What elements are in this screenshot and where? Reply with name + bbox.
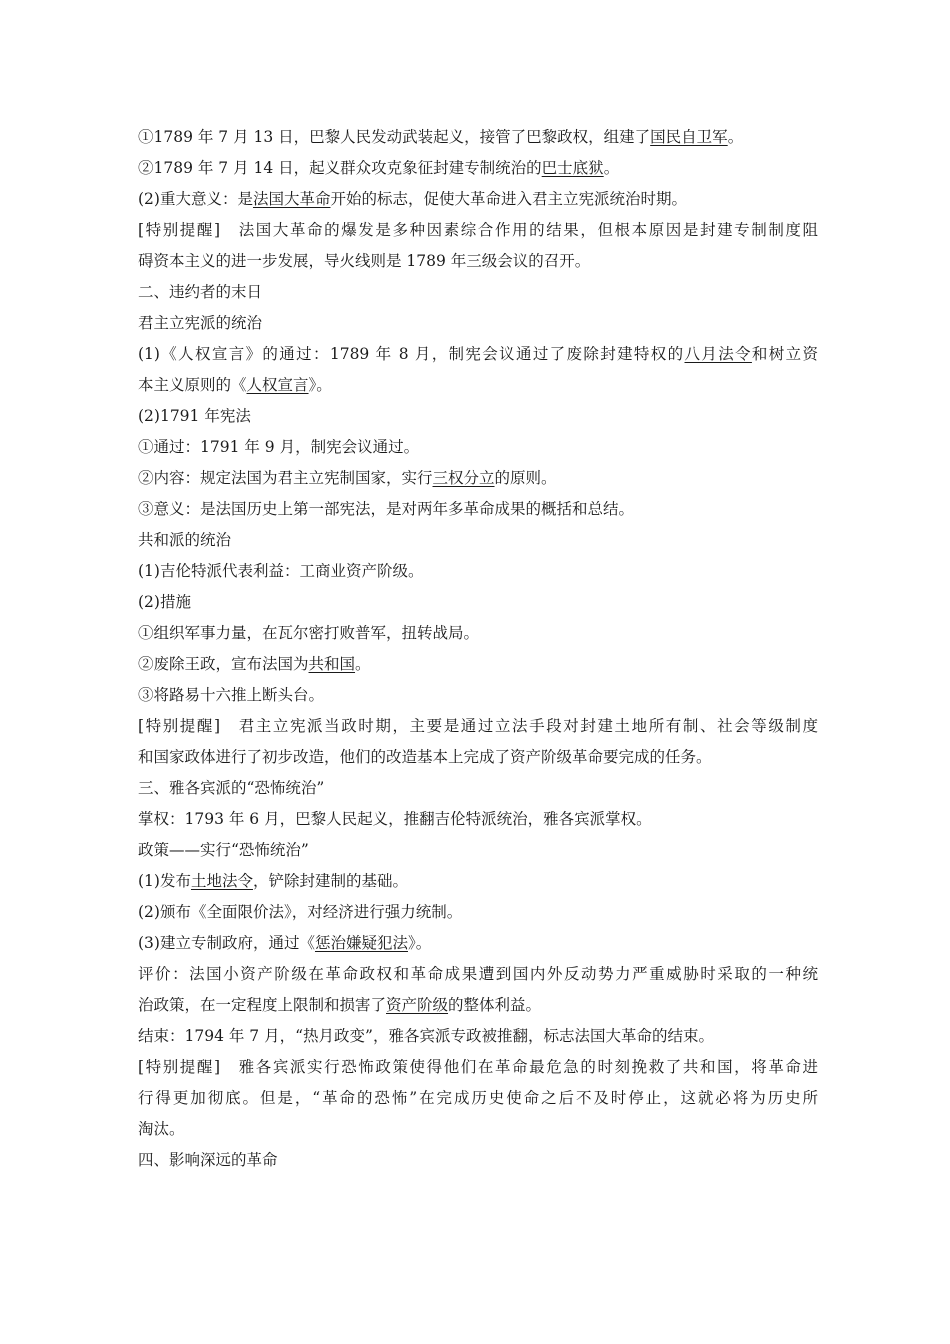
text-segment: 掌权：1793 年 6 月，巴黎人民起义，推翻吉伦特派统治，雅各宾派掌权。: [138, 810, 652, 828]
text-line: [138, 308, 818, 339]
text-line: [138, 525, 818, 556]
text-segment: 和国家政体进行了初步改造，他们的改造基本上完成了资产阶级革命要完成的任务。: [138, 748, 712, 766]
text-line: [138, 432, 818, 463]
text-line: [138, 897, 818, 928]
text-line: [138, 711, 818, 742]
text-line: [138, 742, 818, 773]
text-line: [138, 773, 818, 804]
text-segment: 和树立资: [751, 345, 818, 363]
text-line: [138, 370, 818, 401]
text-line: [138, 556, 818, 587]
text-segment: (2)颁布《全面限价法》，对经济进行强力统制。: [138, 903, 463, 921]
text-segment: ①1789 年 7 月 13 日，巴黎人民发动武装起义，接管了巴黎政权，组建了: [138, 128, 651, 146]
text-line: [138, 1114, 818, 1145]
text-segment: (2)重大意义：是: [138, 190, 253, 208]
text-segment: [特别提醒] 君主立宪派当政时期，主要是通过立法手段对封建土地所有制、社会等级制度: [138, 717, 818, 735]
text-line: [138, 928, 818, 959]
text-line: [138, 1021, 818, 1052]
text-segment: ①通过：1791 年 9 月，制宪会议通过。: [138, 438, 420, 456]
text-line: [138, 1052, 818, 1083]
text-segment: 》。: [308, 376, 332, 394]
text-segment: (1)发布: [138, 872, 191, 890]
text-segment: 》。: [407, 934, 432, 952]
text-segment: ②内容：规定法国为君主立宪制国家，实行: [138, 469, 433, 487]
text-segment: [特别提醒] 雅各宾派实行恐怖政策使得他们在革命最危急的时刻挽救了共和国，将革命进: [138, 1058, 818, 1076]
text-segment: 开始的标志，促使大革命进入君主立宪派统治时期。: [330, 190, 687, 208]
text-segment: 淘汰。: [138, 1120, 185, 1138]
text-line: [138, 649, 818, 680]
underlined-keyword: 三权分立: [432, 469, 495, 487]
text-line: [138, 246, 818, 277]
text-segment: 碍资本主义的进一步发展，导火线则是 1789 年三级会议的召开。: [138, 252, 591, 270]
text-segment: ②1789 年 7 月 14 日，起义群众攻克象征封建专制统治的: [138, 159, 542, 177]
text-line: [138, 959, 818, 990]
text-line: [138, 184, 818, 215]
text-line: [138, 1083, 818, 1114]
text-segment: 。: [603, 159, 620, 177]
text-segment: 治政策，在一定程度上限制和损害了: [138, 996, 387, 1014]
text-line: [138, 990, 818, 1021]
text-line: [138, 587, 818, 618]
text-segment: ③意义：是法国历史上第一部宪法，是对两年多革命成果的概括和总结。: [138, 500, 635, 518]
underlined-keyword: 国民自卫军: [650, 128, 728, 146]
text-segment: 的原则。: [494, 469, 557, 487]
underlined-keyword: 土地法令: [190, 872, 253, 890]
underlined-keyword: 八月法令: [684, 345, 752, 363]
document-body: [138, 122, 818, 1176]
text-line: [138, 463, 818, 494]
underlined-keyword: 法国大革命: [252, 190, 331, 208]
text-line: [138, 401, 818, 432]
text-segment: 共和派的统治: [138, 531, 232, 549]
text-segment: ③将路易十六推上断头台。: [138, 686, 325, 704]
text-line: [138, 835, 818, 866]
text-segment: (3)建立专制政府，通过《: [138, 934, 315, 952]
text-segment: 行得更加彻底。但是，“革命的恐怖”在完成历史使命之后不及时停止，这就必将为历史所: [138, 1089, 818, 1107]
text-segment: ②废除王政，宣布法国为: [138, 655, 309, 673]
text-segment: ①组织军事力量，在瓦尔密打败普军，扭转战局。: [138, 624, 480, 642]
text-segment: 二、违约者的末日: [138, 283, 263, 301]
text-segment: 三、雅各宾派的“恐怖统治”: [138, 779, 325, 797]
text-segment: 君主立宪派的统治: [138, 314, 263, 332]
text-line: [138, 618, 818, 649]
text-line: [138, 153, 818, 184]
underlined-keyword: 共和国: [308, 655, 356, 673]
text-segment: 政策——实行“恐怖统治”: [138, 841, 309, 859]
text-segment: (2)措施: [138, 593, 191, 611]
text-segment: 。: [727, 128, 744, 146]
text-segment: [特别提醒] 法国大革命的爆发是多种因素综合作用的结果，但根本原因是封建专制制度阻: [138, 221, 818, 239]
underlined-keyword: 惩治嫌疑犯法: [314, 934, 408, 952]
text-segment: ，铲除封建制的基础。: [252, 872, 408, 890]
underlined-keyword: 人权宣言: [246, 376, 309, 394]
text-segment: (2)1791 年宪法: [138, 407, 251, 425]
text-line: [138, 277, 818, 308]
text-line: [138, 339, 818, 370]
text-segment: 四、影响深远的革命: [138, 1151, 278, 1169]
text-segment: 的整体利益。: [448, 996, 542, 1014]
text-line: [138, 122, 818, 153]
underlined-keyword: 巴士底狱: [541, 159, 604, 177]
text-segment: 评价：法国小资产阶级在革命政权和革命成果遭到国内外反动势力严重威胁时采取的一种统: [138, 965, 818, 983]
text-line: [138, 866, 818, 897]
text-segment: 本主义原则的《: [138, 376, 247, 394]
underlined-keyword: 资产阶级: [386, 996, 449, 1014]
text-segment: 结束：1794 年 7 月，“热月政变”，雅各宾派专政被推翻，标志法国大革命的结束。: [138, 1027, 714, 1045]
text-line: [138, 804, 818, 835]
text-line: [138, 1145, 818, 1176]
text-segment: (1)《人权宣言》的通过：1789 年 8 月，制宪会议通过了废除封建特权的: [138, 345, 685, 363]
text-segment: 。: [355, 655, 371, 673]
text-segment: (1)吉伦特派代表利益：工商业资产阶级。: [138, 562, 424, 580]
text-line: [138, 494, 818, 525]
text-line: [138, 215, 818, 246]
text-line: [138, 680, 818, 711]
